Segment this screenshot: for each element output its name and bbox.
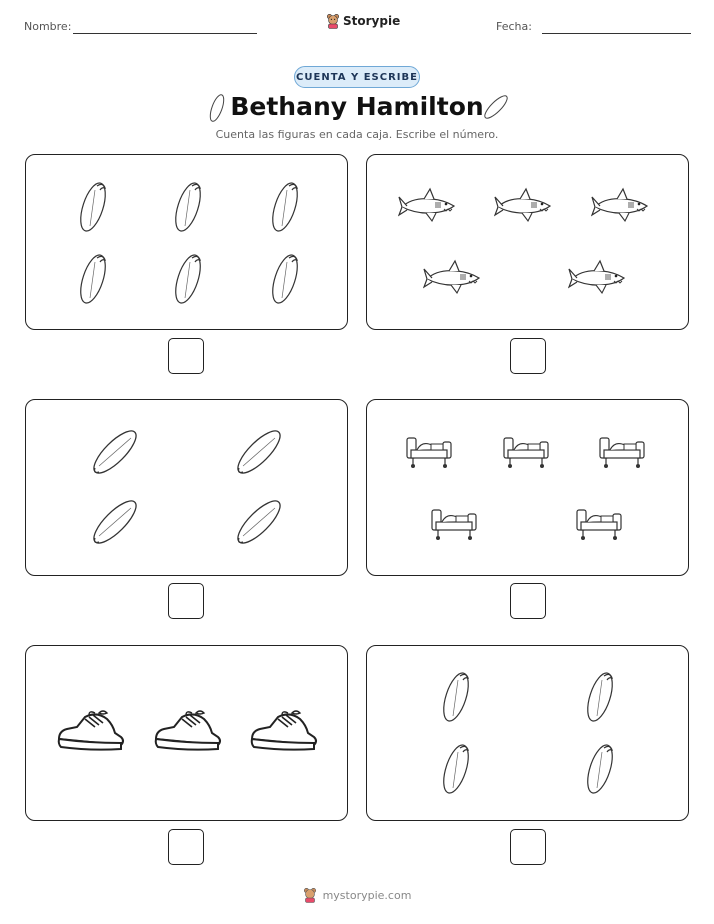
surfboard-tilted-icon (168, 250, 208, 310)
footer-site: mystorypie.com (322, 888, 412, 902)
date-label: Fecha: (496, 20, 532, 33)
surfboard-tilted-icon (580, 668, 620, 728)
answer-box-5[interactable] (168, 829, 204, 865)
surfboard-diagonal-icon (231, 496, 287, 552)
date-write-line[interactable] (542, 33, 691, 34)
shark-icon (568, 259, 630, 301)
count-panel-2 (366, 154, 689, 330)
instructions: Cuenta las figuras en cada caja. Escribe el número. (215, 128, 499, 141)
surfboard-tilted-icon (265, 178, 305, 238)
logo-text: Storypie (343, 14, 401, 28)
surfboard-diagonal-icon (87, 496, 143, 552)
name-label: Nombre: (24, 20, 72, 33)
count-panel-3 (25, 399, 348, 576)
footer (0, 887, 714, 903)
name-write-line[interactable] (73, 33, 257, 34)
shark-icon (423, 259, 485, 301)
storypie-logo (326, 13, 400, 29)
hospital-bed-icon (573, 504, 625, 546)
sneaker-icon (152, 707, 222, 759)
count-panel-4 (366, 399, 689, 576)
page-title: Bethany Hamilton (230, 92, 484, 121)
answer-box-4[interactable] (510, 583, 546, 619)
surfboard-tilted-icon (73, 250, 113, 310)
surfboard-deco-right-icon (480, 92, 512, 122)
shark-icon (591, 187, 653, 229)
shark-icon (494, 187, 556, 229)
hospital-bed-icon (500, 432, 552, 474)
surfboard-tilted-icon (168, 178, 208, 238)
count-panel-6 (366, 645, 689, 821)
surfboard-tilted-icon (580, 740, 620, 800)
bear-mascot-footer-icon (303, 887, 317, 903)
surfboard-tilted-icon (73, 178, 113, 238)
answer-box-3[interactable] (168, 583, 204, 619)
bear-mascot-icon (326, 13, 340, 29)
surfboard-tilted-icon (265, 250, 305, 310)
answer-box-1[interactable] (168, 338, 204, 374)
surfboard-tilted-icon (436, 740, 476, 800)
sneaker-icon (55, 707, 125, 759)
surfboard-tilted-icon (436, 668, 476, 728)
hospital-bed-icon (403, 432, 455, 474)
surfboard-diagonal-icon (87, 426, 143, 482)
sneaker-icon (248, 707, 318, 759)
answer-box-6[interactable] (510, 829, 546, 865)
answer-box-2[interactable] (510, 338, 546, 374)
hospital-bed-icon (428, 504, 480, 546)
activity-badge: CUENTA Y ESCRIBE (294, 66, 420, 88)
hospital-bed-icon (596, 432, 648, 474)
shark-icon (398, 187, 460, 229)
surfboard-diagonal-icon (231, 426, 287, 482)
